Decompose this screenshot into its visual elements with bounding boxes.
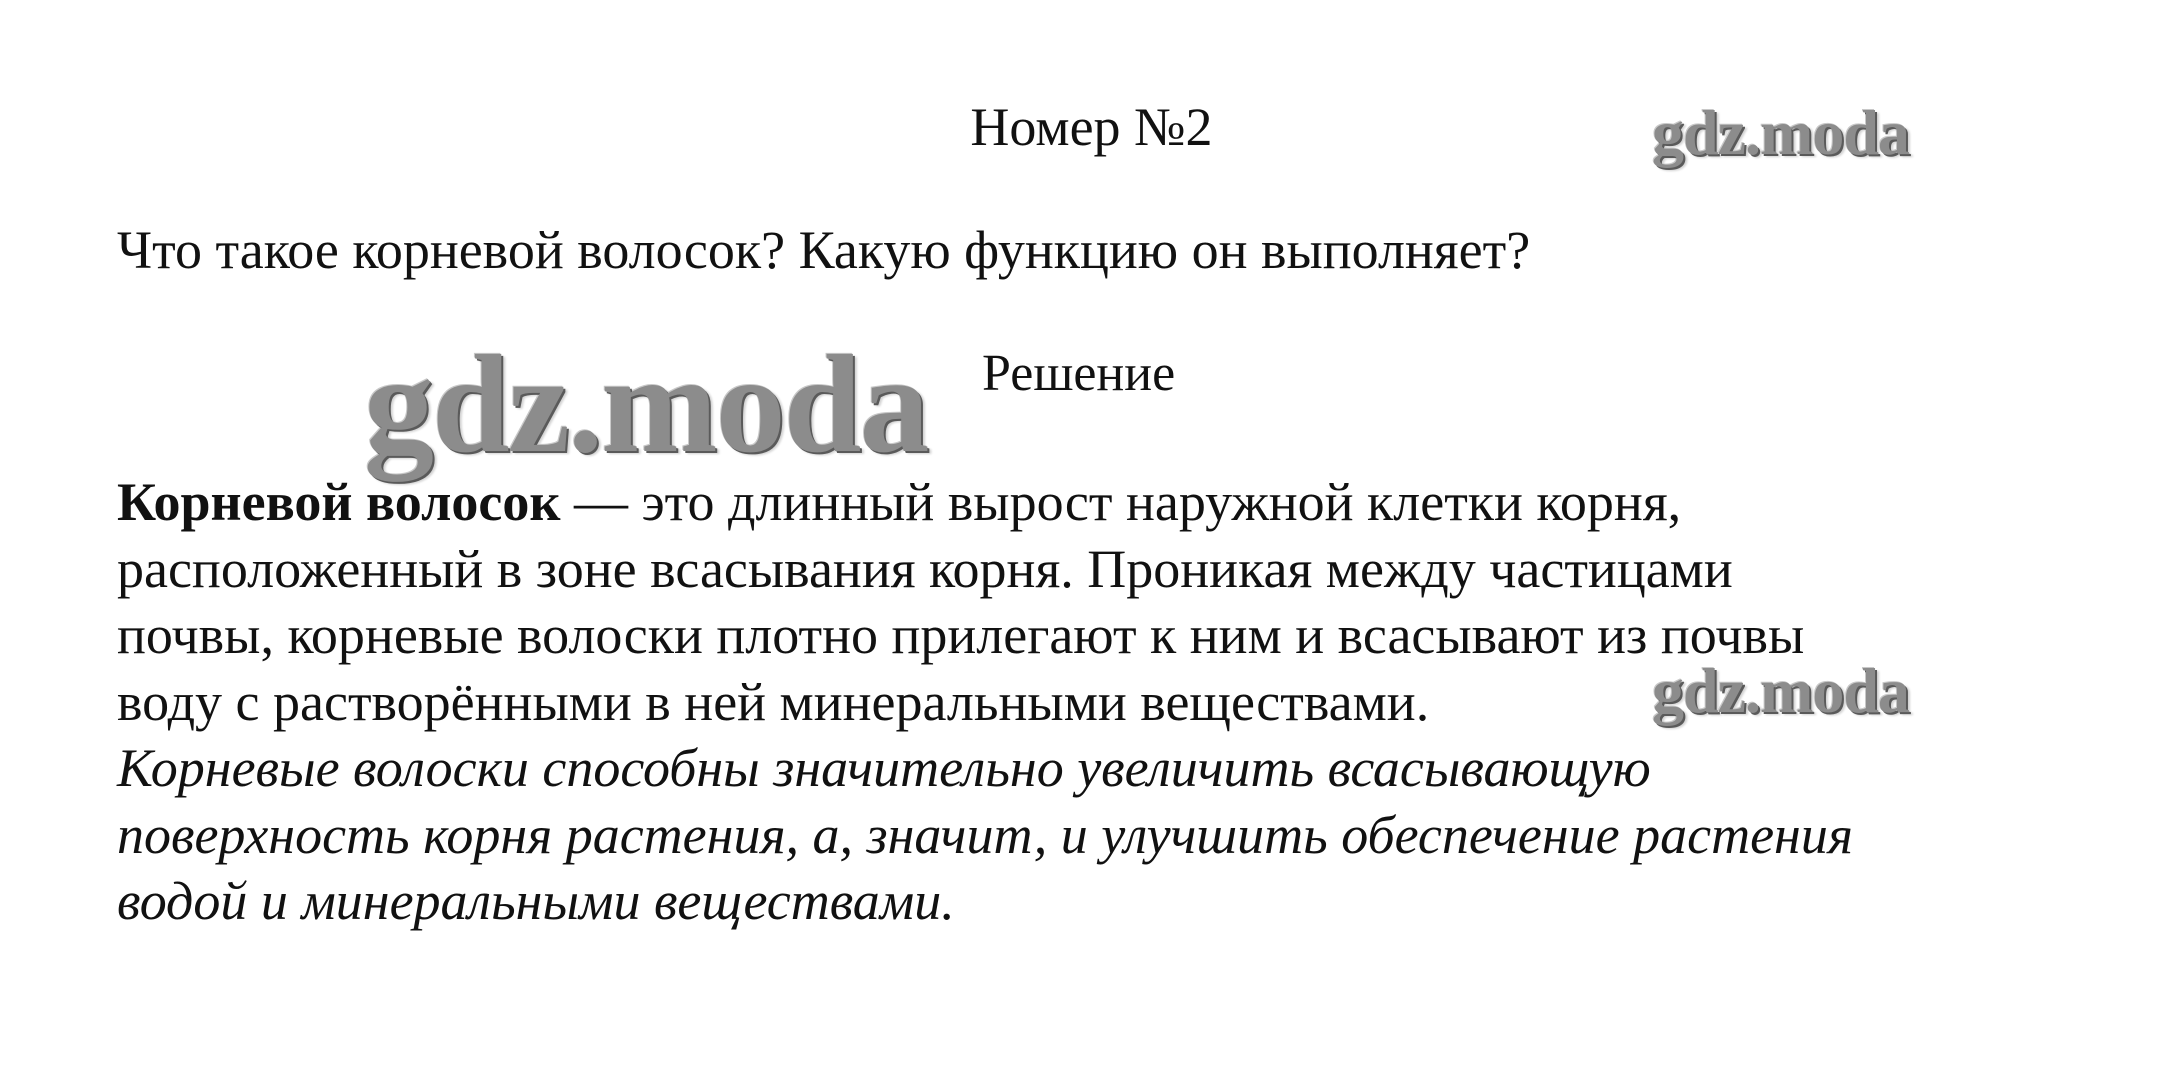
- note-line-3: водой и минеральными веществами.: [117, 871, 955, 931]
- definition-line-2: расположенный в зоне всасывания корня. Проникая между частицами: [117, 538, 1733, 599]
- watermark-logo-center: gdz.moda: [364, 327, 928, 482]
- question-text: Что такое корневой волосок? Какую функцию он выполняет?: [117, 220, 1531, 280]
- definition-term: Корневой волосок: [117, 472, 561, 532]
- definition-line-3: почвы, корневые волоски плотно прилегают к ним и всасывают из почвы: [117, 605, 1805, 665]
- note-line-2: поверхность корня растения, а, значит, и улучшить обеспечение растения: [117, 804, 1853, 865]
- watermark-logo-bottom: gdz.moda: [1652, 655, 1909, 726]
- note-line-1: Корневые волоски способны значительно увеличить всасывающую: [117, 738, 1651, 798]
- solution-heading: Решение: [982, 345, 1176, 402]
- page-title: Номер №2: [970, 97, 1213, 157]
- solution-body: [117, 469, 2117, 935]
- definition-line-1: [117, 469, 2117, 536]
- definition-line-1-rest: — это длинный вырост наружной клетки корня,: [560, 472, 1682, 532]
- watermark-logo-top: gdz.moda: [1652, 97, 1909, 168]
- definition-line-4: воду с растворёнными в ней минеральными веществами.: [117, 671, 1430, 732]
